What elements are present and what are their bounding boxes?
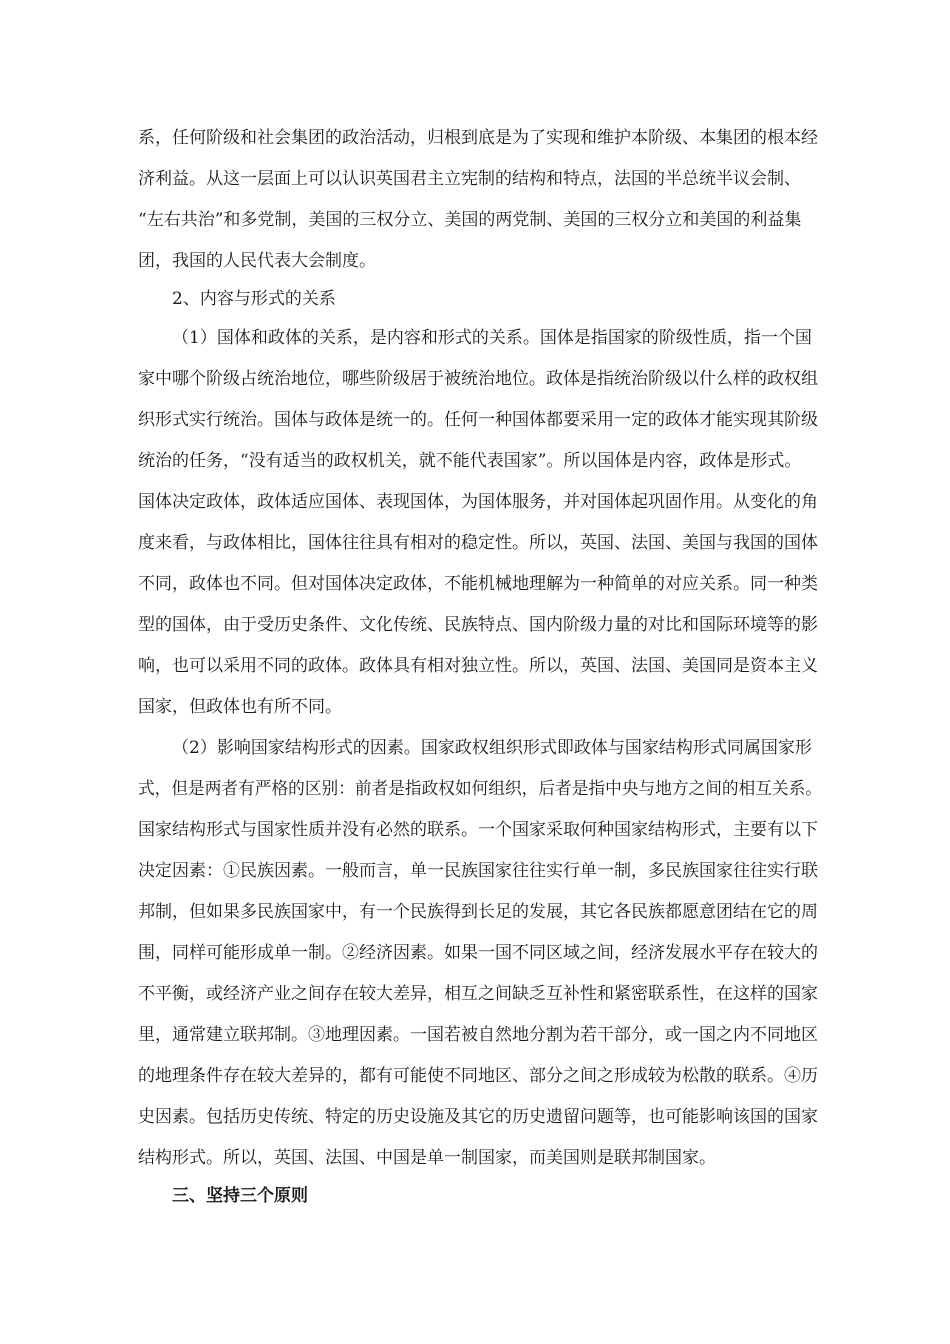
paragraph-line: 决定因素：①民族因素。一般而言，单一民族国家往往实行单一制，多民族国家往往实行联 bbox=[138, 861, 818, 881]
paragraph-line: 的地理条件存在较大差异的，都有可能使不同地区、部分之间之形成较为松散的联系。④历 bbox=[138, 1066, 818, 1086]
paragraph-line: 式，但是两者有严格的区别：前者是指政权如何组织，后者是指中央与地方之间的相互关系。 bbox=[138, 779, 822, 799]
paragraph-line: 度来看，与政体相比，国体往往具有相对的稳定性。所以，英国、法国、美国与我国的国体 bbox=[138, 533, 818, 553]
paragraph-line: 统治的任务，“没有适当的政权机关，就不能代表国家”。所以国体是内容，政体是形式。 bbox=[138, 451, 802, 471]
paragraph-line: 国家结构形式与国家性质并没有必然的联系。一个国家采取何种国家结构形式，主要有以下 bbox=[138, 820, 818, 840]
paragraph-line: 响，也可以采用不同的政体。政体具有相对独立性。所以，英国、法国、美国同是资本主义 bbox=[138, 656, 818, 676]
paragraph-line: “左右共治”和多党制，美国的三权分立、美国的两党制、美国的三权分立和美国的利益集 bbox=[138, 210, 802, 230]
paragraph-line: 史因素。包括历史传统、特定的历史设施及其它的历史遗留问题等，也可能影响该国的国家 bbox=[138, 1107, 818, 1127]
paragraph-line: 型的国体，由于受历史条件、文化传统、民族特点、国内阶级力量的对比和国际环境等的影 bbox=[138, 615, 818, 635]
paragraph-line: 邦制，但如果多民族国家中，有一个民族得到长足的发展，其它各民族都愿意团结在它的周 bbox=[138, 902, 818, 922]
paragraph-line: 织形式实行统治。国体与政体是统一的。任何一种国体都要采用一定的政体才能实现其阶级 bbox=[138, 410, 818, 430]
section-subheading: 2、内容与形式的关系 bbox=[172, 289, 336, 309]
paragraph-line: 不同，政体也不同。但对国体决定政体，不能机械地理解为一种简单的对应关系。同一种类 bbox=[138, 574, 818, 594]
paragraph-line: （1）国体和政体的关系，是内容和形式的关系。国体是指国家的阶级性质，指一个国 bbox=[172, 328, 812, 348]
paragraph-line: 系，任何阶级和社会集团的政治活动，归根到底是为了实现和维护本阶级、本集团的根本经 bbox=[138, 128, 818, 148]
paragraph-line: 家中哪个阶级占统治地位，哪些阶级居于被统治地位。政体是指统治阶级以什么样的政权组 bbox=[138, 369, 818, 389]
paragraph-line: 不平衡，或经济产业之间存在较大差异，相互之间缺乏互补性和紧密联系性，在这样的国家 bbox=[138, 984, 818, 1004]
paragraph-line: 济利益。从这一层面上可以认识英国君主立宪制的结构和特点，法国的半总统半议会制、 bbox=[138, 169, 801, 189]
paragraph-line: 国家，但政体也有所不同。 bbox=[138, 697, 342, 717]
section-heading: 三、坚持三个原则 bbox=[172, 1186, 308, 1206]
paragraph-line: （2）影响国家结构形式的因素。国家政权组织形式即政体与国家结构形式同属国家形 bbox=[172, 738, 812, 758]
paragraph-line: 国体决定政体，政体适应国体、表现国体，为国体服务，并对国体起巩固作用。从变化的角 bbox=[138, 492, 818, 512]
paragraph-line: 结构形式。所以，英国、法国、中国是单一制国家，而美国则是联邦制国家。 bbox=[138, 1148, 716, 1168]
paragraph-line: 里，通常建立联邦制。③地理因素。一国若被自然地分割为若干部分，或一国之内不同地区 bbox=[138, 1025, 818, 1045]
paragraph-line: 团，我国的人民代表大会制度。 bbox=[138, 251, 376, 271]
paragraph-line: 围，同样可能形成单一制。②经济因素。如果一国不同区域之间，经济发展水平存在较大的 bbox=[138, 943, 818, 963]
